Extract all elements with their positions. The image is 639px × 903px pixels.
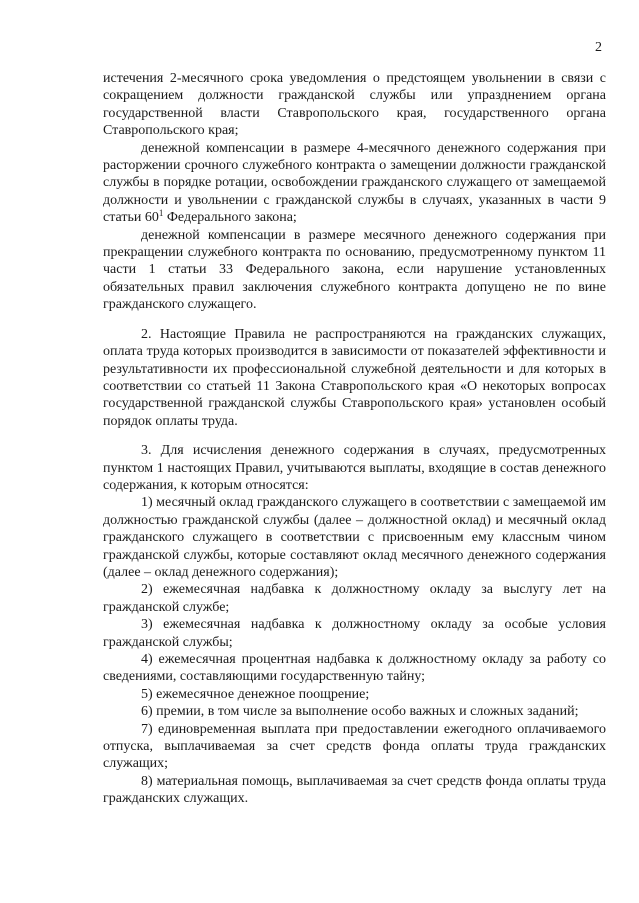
article-superscript: 1 <box>158 208 164 219</box>
paragraph-text: денежной компенсации в размере 4-месячного денежного содержания при расторжении срочного служебного контракта о замещении должности гражданской службы в порядке ротации, освобождении гражданского служащего от замещаемой должности и увольнении с гражданской службы в случаях, указанных в части 9 статьи 60 <box>103 140 606 226</box>
list-item-2: 2) ежемесячная надбавка к должностному окладу за выслугу лет на гражданской службе; <box>103 582 606 615</box>
paragraph-clause-3: 3. Для исчисления денежного содержания в случаях, предусмотренных пунктом 1 настоящих Правил, учитываются выплаты, входящие в состав денежного содержания, к которым относятся: <box>103 443 606 493</box>
list-item-5: 5) ежемесячное денежное поощрение; <box>141 686 370 702</box>
list-item-3: 3) ежемесячная надбавка к должностному окладу за особые условия гражданской службы; <box>103 617 606 650</box>
paragraph-text-tail: Федерального закона; <box>163 210 297 226</box>
page-number: 2 <box>595 40 602 55</box>
paragraph-compensation-monthly: денежной компенсации в размере месячного денежного содержания при прекращении служебного контракта по основанию, предусмотренному пунктом 11 части 1 статьи 33 Федерального закона, если нарушение установленных обязательных правил заключения служебного контракта допущено не по вине гражданского служащего. <box>103 227 606 313</box>
list-item-1: 1) месячный оклад гражданского служащего в соответствии с замещаемой им должностью гражданской службы (далее – должностной оклад) и месячный оклад гражданского служащего в соответствии с присвоенным ему классным чином гражданской службы, которые составляют оклад месячного денежного содержания (далее – оклад денежного содержания); <box>103 495 606 580</box>
list-item-4: 4) ежемесячная процентная надбавка к должностному окладу за работу со сведениями, составляющими государственную тайну; <box>103 652 606 685</box>
paragraph-continuation: истечения 2-месячного срока уведомления о предстоящем увольнении в связи с сокращением должности гражданской службы или упразднением органа государственной власти Ставропольского края, государственного органа Ставропольского края; <box>103 71 606 139</box>
list-item-8: 8) материальная помощь, выплачиваемая за счет средств фонда оплаты труда гражданских служащих. <box>103 773 606 807</box>
document-body <box>103 70 606 808</box>
list-item-6: 6) премии, в том числе за выполнение особо важных и сложных заданий; <box>141 704 579 720</box>
paragraph-compensation-4-months <box>103 140 606 227</box>
paragraph-clause-2: 2. Настоящие Правила не распространяются на гражданских служащих, оплата труда которых производится в зависимости от показателей эффективности и результативности их профессиональной служебной деятельности и для которых в соответствии со статьей 11 Закона Ставропольского края «О некоторых вопросах государственной гражданской службы Ставропольского края» установлен особый порядок оплаты труда. <box>103 326 606 429</box>
list-item-7: 7) единовременная выплата при предоставлении ежегодного оплачиваемого отпуска, выплачиваемая за счет средств фонда оплаты труда гражданских служащих; <box>103 721 606 772</box>
